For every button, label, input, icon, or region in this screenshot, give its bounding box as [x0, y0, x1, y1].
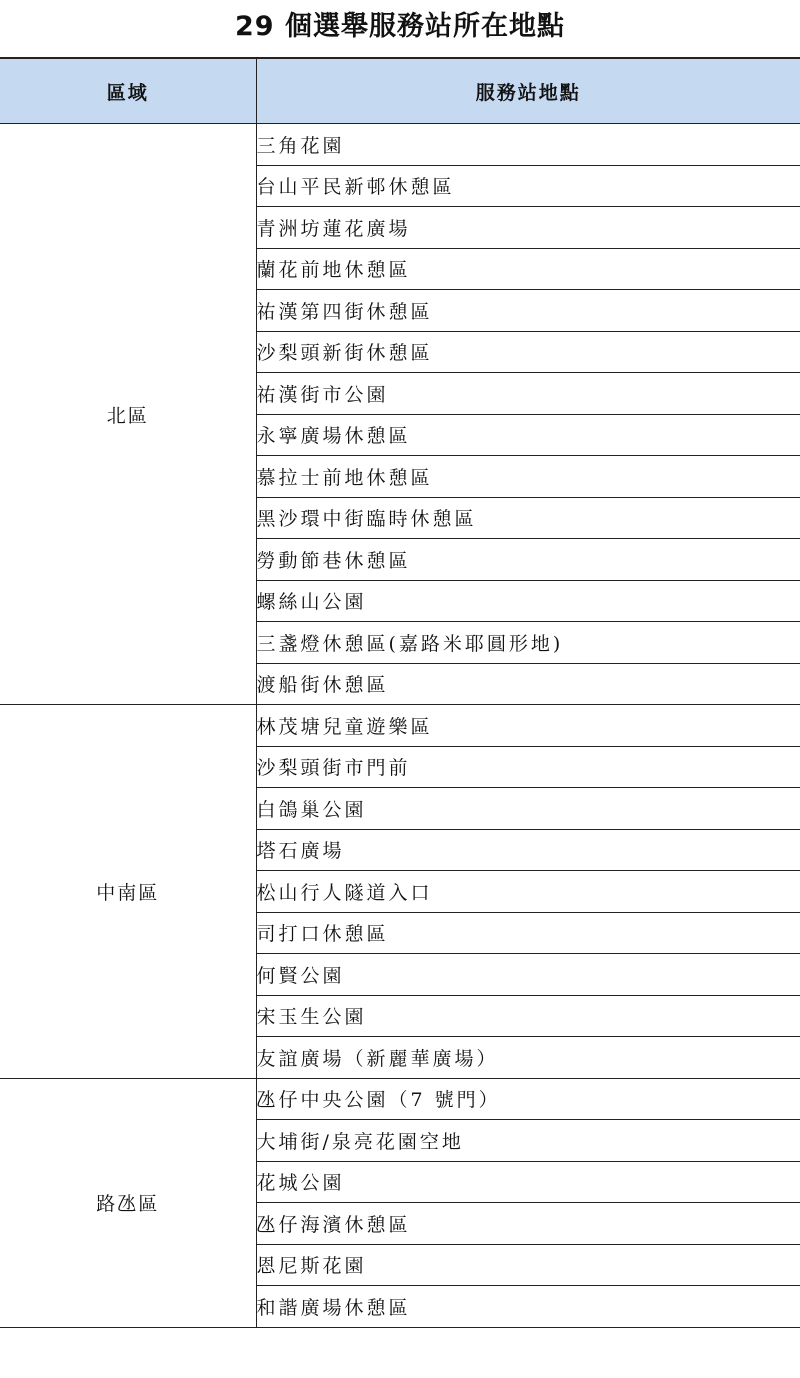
site-name: 氹仔海濱休憩區	[256, 1203, 800, 1245]
site-name: 友誼廣場（新麗華廣場）	[256, 1037, 800, 1079]
site-name: 白鴿巢公園	[256, 788, 800, 830]
site-name: 花城公園	[256, 1161, 800, 1203]
site-name: 和諧廣場休憩區	[256, 1286, 800, 1328]
site-name: 祐漢街市公園	[256, 373, 800, 415]
site-name: 林茂塘兒童遊樂區	[256, 705, 800, 747]
site-name: 青洲坊蓮花廣場	[256, 207, 800, 249]
site-name: 三盞燈休憩區(嘉路米耶圓形地)	[256, 622, 800, 664]
column-header-site: 服務站地點	[256, 58, 800, 124]
site-name: 祐漢第四街休憩區	[256, 290, 800, 332]
site-name: 黑沙環中街臨時休憩區	[256, 497, 800, 539]
site-name: 三角花園	[256, 124, 800, 166]
region-name: 路氹區	[0, 1078, 256, 1327]
table-body	[0, 124, 800, 1328]
site-name: 永寧廣場休憩區	[256, 414, 800, 456]
site-name: 司打口休憩區	[256, 912, 800, 954]
site-name: 松山行人隧道入口	[256, 871, 800, 913]
site-name: 勞動節巷休憩區	[256, 539, 800, 581]
region-name: 中南區	[0, 705, 256, 1079]
column-header-region: 區域	[0, 58, 256, 124]
service-stations-table	[0, 57, 800, 1328]
site-name: 恩尼斯花園	[256, 1244, 800, 1286]
site-name: 沙梨頭街市門前	[256, 746, 800, 788]
table-row	[0, 1078, 800, 1120]
site-name: 台山平民新邨休憩區	[256, 165, 800, 207]
table-header-row	[0, 58, 800, 124]
site-name: 慕拉士前地休憩區	[256, 456, 800, 498]
site-name: 氹仔中央公園（7 號門）	[256, 1078, 800, 1120]
site-name: 大埔街/泉亮花園空地	[256, 1120, 800, 1162]
site-name: 沙梨頭新街休憩區	[256, 331, 800, 373]
site-name: 蘭花前地休憩區	[256, 248, 800, 290]
site-name: 宋玉生公園	[256, 995, 800, 1037]
site-name: 塔石廣場	[256, 829, 800, 871]
table-row	[0, 705, 800, 747]
site-name: 何賢公園	[256, 954, 800, 996]
site-name: 螺絲山公園	[256, 580, 800, 622]
region-name: 北區	[0, 124, 256, 705]
page-title: 29 個選舉服務站所在地點	[235, 11, 565, 42]
site-name: 渡船街休憩區	[256, 663, 800, 705]
table-row	[0, 124, 800, 166]
